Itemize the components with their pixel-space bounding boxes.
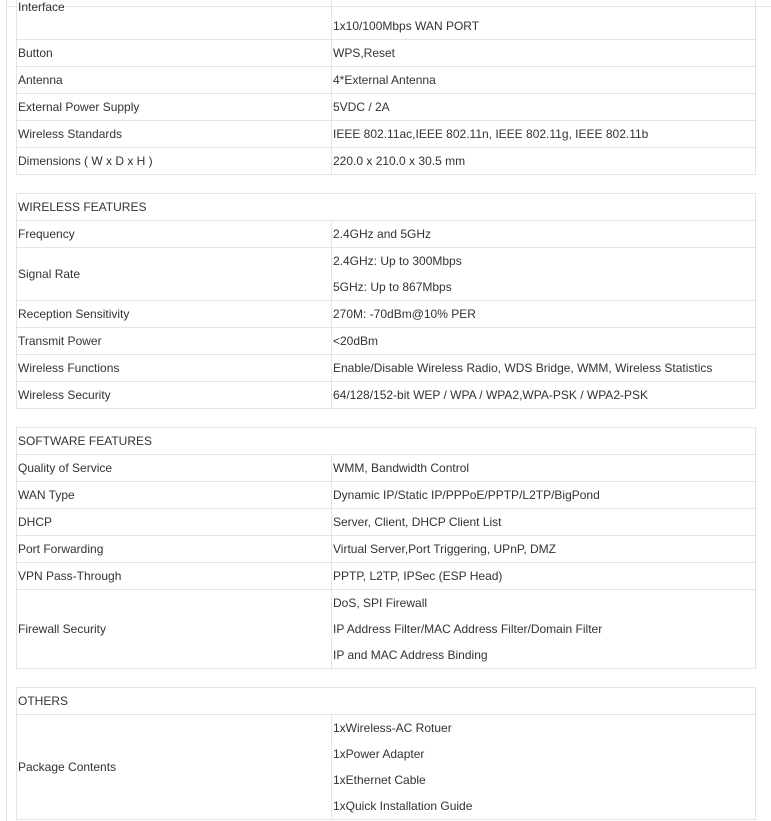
table-row [17,382,756,409]
spec-value: 4*External Antenna [332,67,756,94]
table-row [17,563,756,590]
spec-label: Port Forwarding [17,536,332,563]
spec-label: Reception Sensitivity [17,301,332,328]
left-border [6,0,7,821]
spec-value [332,590,756,669]
spec-value [332,248,756,301]
table-row [17,121,756,148]
others-table [16,687,756,820]
value-line: IP Address Filter/MAC Address Filter/Domain Filter [333,622,603,636]
spec-value: Virtual Server,Port Triggering, UPnP, DMZ [332,536,756,563]
value-line: 2.4GHz: Up to 300Mbps [333,254,462,268]
spec-label: Wireless Security [17,382,332,409]
section-title: OTHERS [17,688,756,715]
spec-value: WMM, Bandwidth Control [332,455,756,482]
spec-value: 5VDC / 2A [332,94,756,121]
spec-value [332,715,756,820]
section-header-row [17,428,756,455]
spec-label: Package Contents [17,715,332,820]
spec-sheet [16,0,755,820]
spec-label: Firewall Security [17,590,332,669]
spec-label: WAN Type [17,482,332,509]
hardware-spec-table [16,0,756,175]
table-row [17,221,756,248]
wireless-features-table [16,193,756,409]
table-row [17,94,756,121]
table-row [17,482,756,509]
spec-label: Dimensions ( W x D x H ) [17,148,332,175]
spec-value: 64/128/152-bit WEP / WPA / WPA2,WPA-PSK / WPA2-PSK [332,382,756,409]
spec-label: Wireless Standards [17,121,332,148]
spec-value: 270M: -70dBm@10% PER [332,301,756,328]
section-title: WIRELESS FEATURES [17,194,756,221]
table-row [17,590,756,669]
spec-label: Signal Rate [17,248,332,301]
table-row [17,67,756,94]
table-row [17,355,756,382]
spec-label: Button [17,40,332,67]
spec-label: External Power Supply [17,94,332,121]
spec-value: IEEE 802.11ac,IEEE 802.11n, IEEE 802.11g, IEEE 802.11b [332,121,756,148]
table-row [17,536,756,563]
table-row [17,40,756,67]
spec-value: WPS,Reset [332,40,756,67]
spec-value: 1x10/100Mbps WAN PORT [332,0,756,40]
spec-label: Quality of Service [17,455,332,482]
table-row [17,455,756,482]
spec-value: Enable/Disable Wireless Radio, WDS Bridge, WMM, Wireless Statistics [332,355,756,382]
spec-label: Interface [17,0,332,40]
software-features-table [16,427,756,669]
spec-label: Antenna [17,67,332,94]
value-line: 1xEthernet Cable [333,773,426,787]
value-line: 1xWireless-AC Rotuer [333,721,452,735]
spec-label: Frequency [17,221,332,248]
spec-value: <20dBm [332,328,756,355]
section-header-row [17,194,756,221]
table-row [17,328,756,355]
table-row [17,148,756,175]
spec-label: Wireless Functions [17,355,332,382]
value-line: 1xQuick Installation Guide [333,799,473,813]
spec-value: 220.0 x 210.0 x 30.5 mm [332,148,756,175]
table-row [17,715,756,820]
table-row [17,0,756,40]
value-line: DoS, SPI Firewall [333,596,428,610]
spec-value: PPTP, L2TP, IPSec (ESP Head) [332,563,756,590]
spec-value: Server, Client, DHCP Client List [332,509,756,536]
table-row [17,301,756,328]
section-header-row [17,688,756,715]
table-row [17,248,756,301]
spec-label: VPN Pass-Through [17,563,332,590]
spec-value: Dynamic IP/Static IP/PPPoE/PPTP/L2TP/BigPond [332,482,756,509]
spec-value: 2.4GHz and 5GHz [332,221,756,248]
value-line: 5GHz: Up to 867Mbps [333,280,452,294]
section-title: SOFTWARE FEATURES [17,428,756,455]
spec-label: Transmit Power [17,328,332,355]
table-row [17,509,756,536]
spec-label: DHCP [17,509,332,536]
value-line: 1xPower Adapter [333,747,425,761]
value-line: IP and MAC Address Binding [333,648,488,662]
